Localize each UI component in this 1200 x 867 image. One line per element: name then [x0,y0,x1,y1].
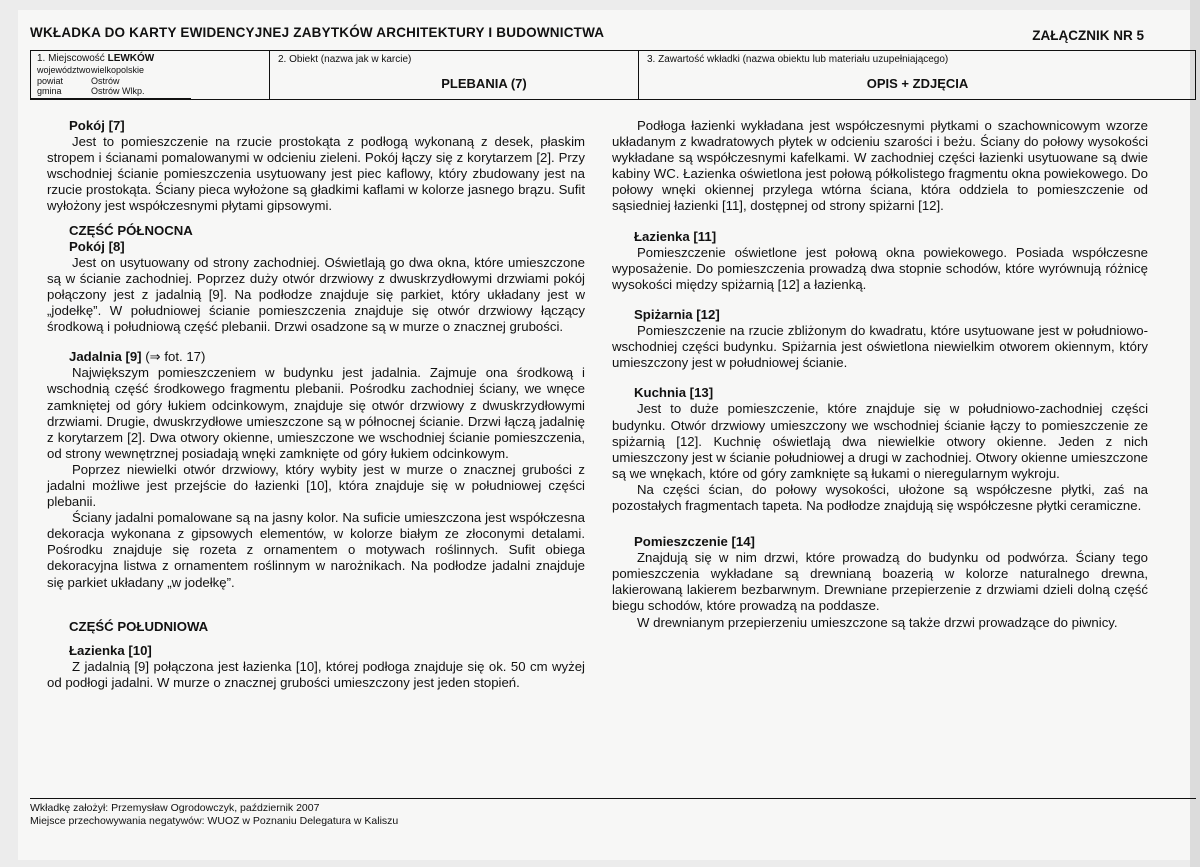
footer-divider [30,798,1196,799]
south-section-heading: CZĘŚĆ POŁUDNIOWA [69,618,209,634]
room7-text: Jest to pomieszczenie na rzucie prostokąta z podłogą wykonaną z desek, płaskim stropem i ścianami pomalowanymi w odcieniu zieleni. Pokój łączy się z korytarzem [2]. Przy wschodniej ścianie pomieszczenia usytuowany jest piec kaflowy, który zbudowany jest na rzucie prostokąta. Ściany pieca wyłożone są gładkimi kaflami w kolorze jasnego brązu. Sufit wyłożony jest współczesnymi płytami gipsowymi. [47,134,585,214]
room14-text-2: W drewnianym przepierzeniu umieszczone są także drzwi prowadzące do piwnicy. [637,614,1118,630]
content-value: OPIS + ZDJĘCIA [866,76,969,91]
right-column [612,118,1148,631]
left-column [47,118,585,691]
north-section-heading: CZĘŚĆ PÓŁNOCNA [69,222,193,238]
room14-text-1: Znajdują się w nim drzwi, które prowadzą do budynku od podwórza. Ściany tego pomieszczenia wykładane są drewnianą boazerią w kolorze naturalnego drewna, lakierowaną lakierem bezbarwnym. Drewniane przepierzenie z drzwiami dzieli dolną część biegu schodów, które prowadzą na poddasze. [612,550,1148,614]
annex-number: ZAŁĄCZNIK NR 5 [1032,28,1144,43]
place-value: LEWKÓW [107,53,155,64]
commune-label: gmina [37,86,62,96]
room12-heading: Spiżarnia [12] [634,306,720,322]
room9-text-1: Największym pomieszczeniem w budynku jest jadalnia. Zajmuje ona środkową i wschodnią część środkowego fragmentu plebanii. Pośrodku zachodniej ściany, we wnęce zamkniętej od góry łukiem odcinkowym, znajduje się otwór drzwiowy z dwuskrzydłowymi drzwiami. Drugie, dwuskrzydłowe umieszczone są w północnej ścianie. Drzwi łączą jadalnię z korytarzem [2]. Dwa otwory okienne, umieszczone we wschodniej ścianie pomieszczenia, od strony wewnętrznej posiadają wnęki zamknięte od góry łukiem odcinkowym. [47,365,585,461]
footer-negatives: Miejsce przechowywania negatywów: WUOZ w Poznaniu Delegatura w Kaliszu [30,815,399,827]
commune-value: Ostrów Wlkp. [91,86,145,96]
room10-text: Z jadalnią [9] połączona jest łazienka [10], której podłoga znajduje się ok. 50 cm wyżej od podłogi jadalni. W murze o znacznej grubości umieszczony jest jeden stopień. [47,658,585,690]
content-cell [638,51,1196,99]
document-title: WKŁADKA DO KARTY EWIDENCYJNEJ ZABYTKÓW ARCHITEKTURY I BUDOWNICTWA [30,25,605,40]
content-label: 3. Zawartość wkładki (nazwa obiektu lub materiału uzupełniającego) [647,54,949,65]
room9-title: Jadalnia [9] [69,349,142,365]
commune-underline [31,98,191,99]
object-cell [269,51,638,99]
room8-heading: Pokój [8] [69,238,125,254]
voivodeship-label: województwo [37,65,91,75]
room9-text-3: Ściany jadalni pomalowane są na jasny kolor. Na suficie umieszczona jest współczesna dekoracja wykonana z gipsowych elementów, w kolorze białym ze złoconymi detalami. Pośrodku znajduje się rozeta z ornamentem o motywach roślinnych. Sufit obiega dekoracyjna listwa z ornamentem roślinnym w narożnikach. Na podłodze jadalni znajduje się parkiet układany „w jodełkę”. [47,510,585,590]
admin-rows [37,65,145,97]
room11-text: Pomieszczenie oświetlone jest połową okna powiekowego. Posiada współczesne wyposażenie. Do pomieszczenia prowadzą dwa stopnie schodów, które wyrównują różnicę wysokości między spiżarnią [12] a łazienką. [612,244,1148,292]
room11-heading: Łazienka [11] [634,228,717,244]
room8-text: Jest on usytuowany od strony zachodniej. Oświetlają go dwa okna, które umieszczone są w ścianie zachodniej. Poprzez duży otwór drzwiowy z dwuskrzydłowymi drzwiami pokój połączony jest z jadalnią [9]. Na podłodze znajduje się parkiet, który układany jest w „jodełkę”. W południowej ścianie pomieszczenia znajduje się otwór drzwiowy łączący środkową i południową część plebanii. Drzwi osadzone są w murze o znacznej grubości. [47,254,585,335]
voivodeship-value: wielkopolskie [91,65,145,75]
place-label: 1. Miejscowość [37,53,105,64]
room9-photo-ref: (⇒ fot. 17) [145,349,206,365]
room12-text: Pomieszczenie na rzucie zbliżonym do kwadratu, które usytuowane jest w południowo-wschodniej części budynku. Spiżarnia jest oświetlona niewielkim otworem okiennym, który umieszczony jest w południowej ścianie. [612,323,1148,371]
room9-text-2: Poprzez niewielki otwór drzwiowy, który wybity jest w murze o znacznej grubości z jadalni możliwe jest przejście do łazienki [10], która znajduje się w południowej części plebanii. [47,461,585,510]
room13-text-1: Jest to duże pomieszczenie, które znajduje się w południowo-zachodniej części budynku. Otwór drzwiowy umieszczony we wschodniej ścianie łączy to pomieszczenie ze spiżarnią [12]. Kuchnię oświetlają dwa niewielkie otwory okienne. Jeden z nich umieszczony jest w ścianie południowej a drugi w zachodniej. Otwory okienne umieszczone są we wnękach, które od góry zamknięte są łukami o nieregularnym wykroju. [612,401,1148,481]
header-table [30,50,1196,100]
object-label: 2. Obiekt (nazwa jak w karcie) [278,54,412,65]
county-value: Ostrów [91,75,120,86]
room10-continued-text: Podłoga łazienki wykładana jest współczesnymi płytkami o szachownicowym wzorze układanym z kwadratowych płytek w odcieniu szarości i beżu. Ściany do połowy wysokości wykładane są współczesnymi kafelkami. W zachodniej części łazienki usytuowane są dwie kabiny WC. Łazienka oświetlona jest połową półkolistego fragmentu okna powiekowego. Do połowy wnęki okiennej przylega wtórna ściana, która oddziela to pomieszczenie od sąsiedniej łazienki [11], dostępnej od strony spiżarni [12]. [612,118,1148,214]
scan-edge [1190,0,1200,867]
county-label: powiat [37,75,64,86]
room10-heading: Łazienka [10] [69,642,152,658]
place-row [37,53,154,64]
room13-heading: Kuchnia [13] [634,385,714,401]
object-value: PLEBANIA (7) [441,76,527,91]
room9-heading [47,349,585,365]
room13-text-2: Na części ścian, do połowy wysokości, ułożone są współczesne płytki, zaś na pozostałych fragmentach tapeta. Na podłodze znajdują się współczesne płytki ceramiczne. [612,481,1148,513]
room7-heading: Pokój [7] [69,118,125,133]
room14-heading: Pomieszczenie [14] [634,534,755,550]
footer-author: Wkładkę założył: Przemysław Ogrodowczyk, październik 2007 [30,802,320,814]
location-cell [31,51,268,99]
footer [30,802,398,828]
